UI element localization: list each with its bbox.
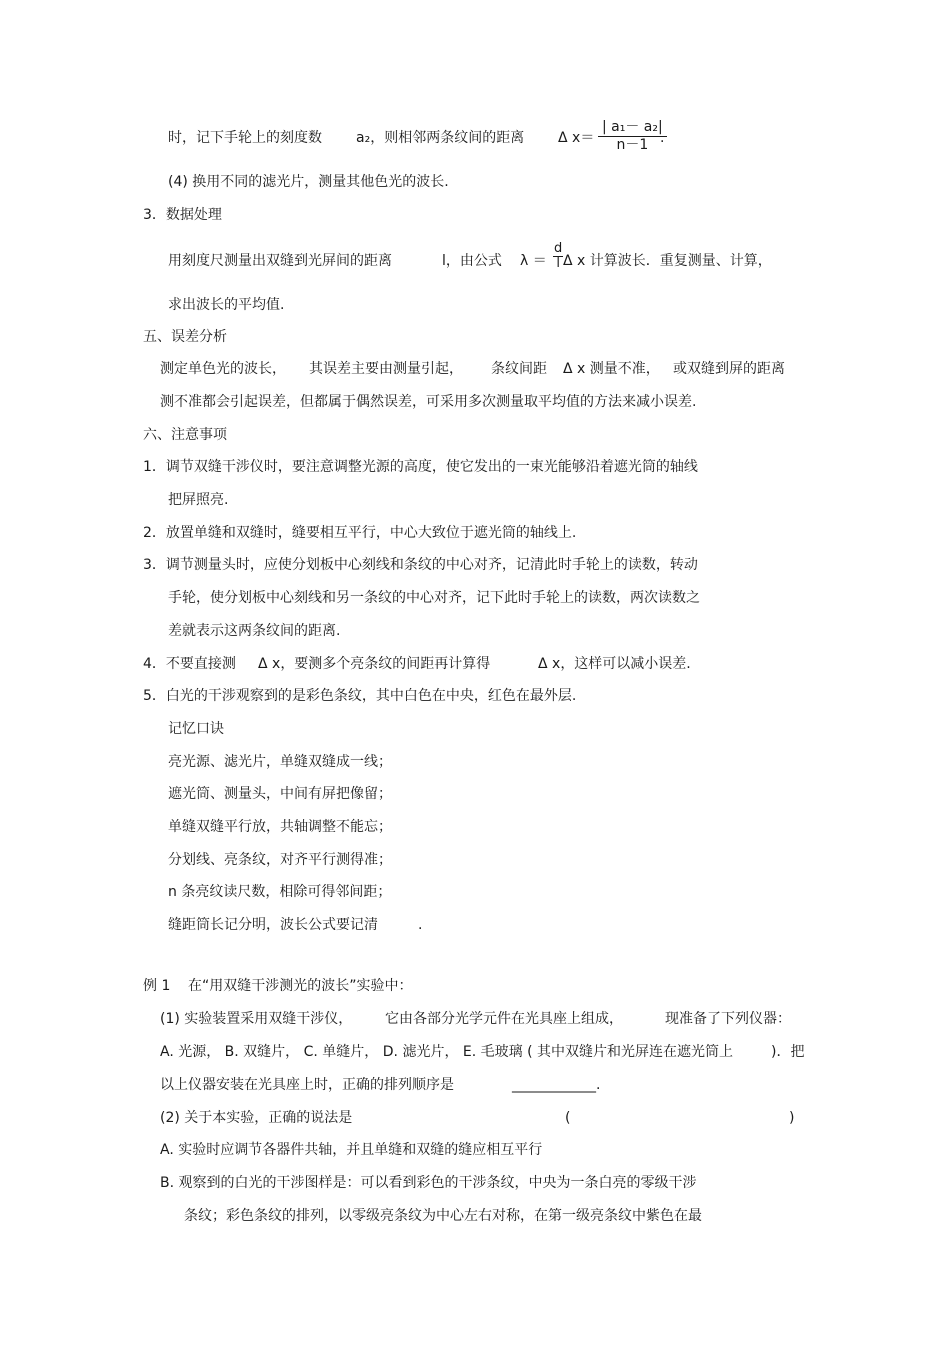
line-text: 把屏照亮.	[168, 492, 229, 508]
line-text: 六、注意事项	[143, 427, 227, 443]
line-text: 记忆口诀	[168, 721, 224, 737]
line-text: B. 观察到的白光的干涉图样是：可以看到彩色的干涉条纹，中央为一条白亮的零级干涉	[160, 1175, 697, 1191]
mnemonic-line-5	[168, 882, 391, 902]
line-text: l，由公式	[442, 253, 502, 269]
text-line-7c	[491, 359, 547, 379]
punctuation: )	[789, 1110, 795, 1126]
line-text: 亮光源、滤光片，单缝双缝成一线；	[168, 754, 392, 770]
formula-text: Δ x＝	[558, 130, 595, 146]
line-text: 以上仪器安装在光具座上时，正确的排列顺序是	[160, 1077, 454, 1093]
line-text: 测不准都会引起误差，但都属于偶然误差，可采用多次测量取平均值的方法来减小误差.	[160, 394, 697, 410]
line-text: 在“用双缝干涉测光的波长”实验中：	[188, 978, 413, 994]
section-heading-data	[143, 205, 222, 225]
text-line-2	[168, 172, 449, 192]
formula-fraction	[598, 119, 667, 154]
mnemonic-line-3	[168, 817, 392, 837]
question-1-prompt	[160, 1075, 454, 1095]
mnemonic-line-6	[168, 915, 378, 935]
line-text: 2．放置单缝和双缝时，缝要相互平行，中心大致位于遮光筒的轴线上.	[143, 525, 577, 541]
question-1-options	[160, 1042, 733, 1062]
fraction-denominator: n－1	[616, 137, 649, 153]
lambda-label	[520, 251, 547, 271]
line-text: )．把	[771, 1044, 805, 1060]
mnemonic-line-1	[168, 752, 392, 772]
option-a	[160, 1140, 542, 1160]
text-line-17	[143, 686, 576, 706]
line-text: 4．不要直接测	[143, 656, 236, 672]
text-line-11	[168, 490, 228, 510]
fraction-denominator: l	[556, 256, 560, 271]
text-line-7e	[673, 359, 785, 379]
line-text: 5．白光的干涉观察到的是彩色条纹，其中白色在中央，红色在最外层.	[143, 688, 577, 704]
line-text: 差就表示这两条纹间的距离.	[168, 623, 341, 639]
text-line-14	[168, 588, 700, 608]
text-line-7d	[563, 359, 660, 379]
line-text: 测定单色光的波长，	[160, 361, 286, 377]
mnemonic-heading	[168, 719, 224, 739]
section-heading-error	[143, 327, 227, 347]
option-b	[160, 1173, 697, 1193]
punctuation: (	[565, 1110, 571, 1126]
punctuation: .	[418, 917, 423, 933]
line-text: 分划线、亮条纹，对齐平行测得准；	[168, 852, 392, 868]
text-line-16c	[538, 654, 691, 674]
question-1-options-end	[771, 1042, 804, 1062]
answer-paren-close	[789, 1108, 794, 1128]
mnemonic-line-6-end	[418, 915, 422, 935]
section-heading-notes	[143, 425, 227, 445]
fraction-numerator: | a₁－ a₂|	[598, 119, 667, 137]
line-text: 1．调节双缝干涉仪时，要注意调整光源的高度，使它发出的一束光能够沿着遮光筒的轴线	[143, 459, 698, 475]
line-text: 条纹；彩色条纹的排列，以零级亮条纹为中心左右对称，在第一级亮条纹中紫色在最	[184, 1208, 702, 1224]
example-label	[143, 976, 170, 996]
text-line-4a	[168, 251, 392, 271]
answer-paren-open	[565, 1108, 570, 1128]
line-text: n 条亮纹读尺数，相除可得邻间距；	[168, 884, 392, 900]
mnemonic-line-4	[168, 850, 392, 870]
example-title	[188, 976, 413, 996]
text-line-5	[168, 295, 284, 315]
line-text: A. 实验时应调节各器件共轴，并且单缝和双缝的缝应相互平行	[160, 1142, 543, 1158]
line-text: 缝距筒长记分明，波长公式要记清	[168, 917, 378, 933]
mnemonic-line-2	[168, 784, 392, 804]
line-text: (4) 换用不同的滤光片，测量其他色光的波长.	[168, 174, 449, 190]
line-text: (2) 关于本实验，正确的说法是	[160, 1110, 353, 1126]
text-line-12	[143, 523, 576, 543]
line-text: 五、误差分析	[143, 329, 227, 345]
question-1c	[665, 1009, 791, 1029]
line-text: 条纹间距	[491, 361, 547, 377]
text-line-4b	[442, 251, 502, 271]
text-line-16a	[143, 654, 236, 674]
option-b-cont	[184, 1206, 702, 1226]
text-line-4d	[563, 251, 772, 271]
line-text: a₂，则相邻两条纹间的距离	[356, 130, 525, 146]
line-text: Δ x，这样可以减小误差.	[538, 656, 691, 672]
line-text: 时，记下手轮上的刻度数	[168, 130, 322, 146]
line-text: ____________.	[512, 1077, 601, 1093]
line-text: Δ x 测量不准，	[563, 361, 660, 377]
line-text: 用刻度尺测量出双缝到光屏间的距离	[168, 253, 392, 269]
text-line-10	[143, 457, 698, 477]
line-text: 或双缝到屏的距离	[673, 361, 785, 377]
line-text: 手轮，使分划板中心刻线和另一条纹的中心对齐，记下此时手轮上的读数，两次读数之	[168, 590, 700, 606]
line-text: A. 光源， B. 双缝片， C. 单缝片， D. 滤光片， E. 毛玻璃 ( 其中双缝片和光屏连在遮光筒上	[160, 1044, 733, 1060]
line-text: 它由各部分光学元件在光具座上组成，	[385, 1011, 623, 1027]
delta-x-label	[558, 128, 594, 148]
question-2	[160, 1108, 352, 1128]
line-text: 其误差主要由测量引起，	[309, 361, 463, 377]
line-text: 遮光筒、测量头，中间有屏把像留；	[168, 786, 392, 802]
line-text: 现准备了下列仪器：	[665, 1011, 791, 1027]
text-line-7b	[309, 359, 463, 379]
answer-blank	[512, 1075, 600, 1095]
line-text: Δ x 计算波长．重复测量、计算，	[563, 253, 772, 269]
line-text: 3．调节测量头时，应使分划板中心刻线和条纹的中心对齐，记清此时手轮上的读数，转动	[143, 557, 698, 573]
fraction-numerator: d	[554, 241, 563, 256]
line-text: (1) 实验装置采用双缝干涉仪，	[160, 1011, 353, 1027]
text-line-15	[168, 621, 340, 641]
text-line-13	[143, 555, 698, 575]
line-text: 求出波长的平均值.	[168, 297, 285, 313]
text-line-1	[168, 128, 322, 148]
text-line-7a	[160, 359, 286, 379]
question-1a	[160, 1009, 352, 1029]
question-1b	[385, 1009, 623, 1029]
line-text: 3．数据处理	[143, 207, 222, 223]
formula-text: λ ＝	[520, 253, 547, 269]
punctuation: .	[660, 130, 665, 146]
line-text: 例 1	[143, 978, 171, 994]
text-line-16b	[258, 654, 490, 674]
text-line-1b	[356, 128, 524, 148]
d-over-l-fraction	[553, 242, 563, 271]
line-text: 单缝双缝平行放，共轴调整不能忘；	[168, 819, 392, 835]
formula-end	[660, 128, 664, 148]
text-line-8	[160, 392, 696, 412]
line-text: Δ x，要测多个亮条纹的间距再计算得	[258, 656, 491, 672]
